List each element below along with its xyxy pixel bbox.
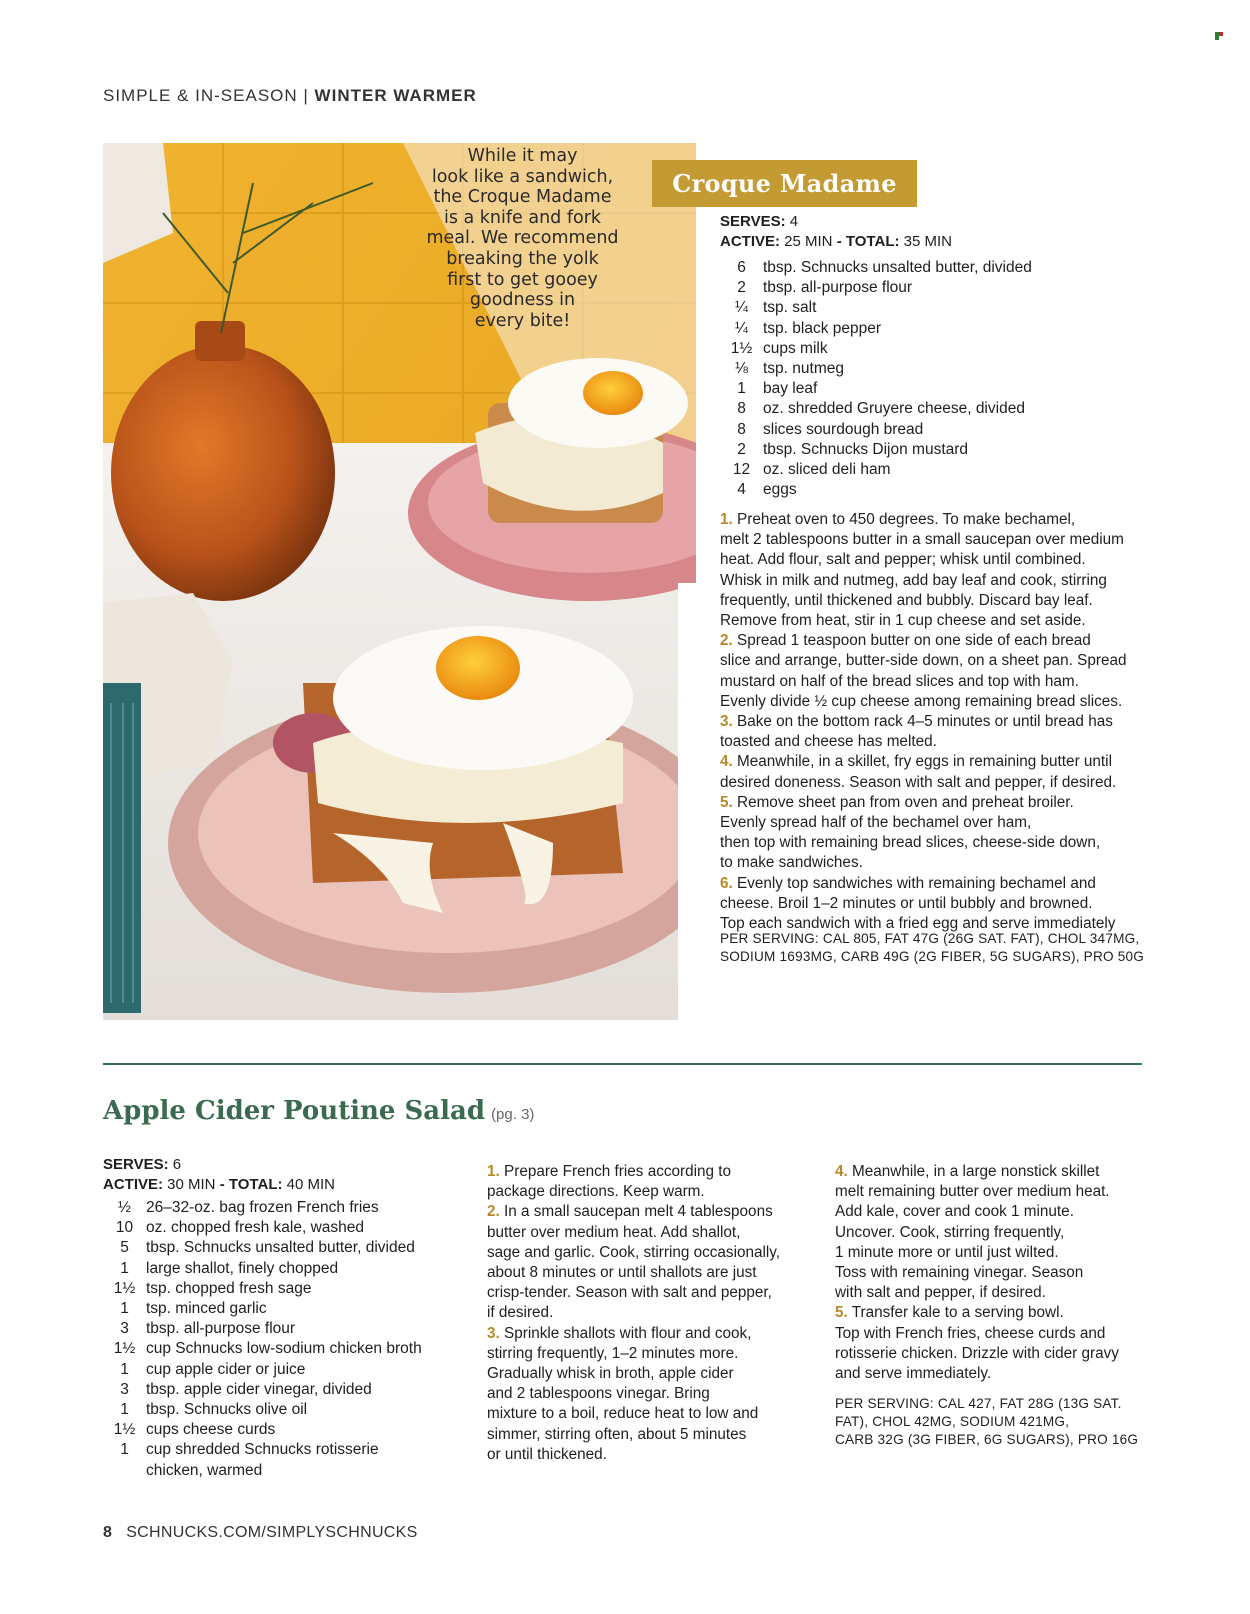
ingredient-row bbox=[103, 1461, 422, 1481]
callout-line: is a knife and fork bbox=[443, 207, 602, 228]
active-label: ACTIVE: bbox=[103, 1176, 163, 1193]
ingredient-row bbox=[720, 399, 1032, 419]
ingredient-quantity: 2 bbox=[737, 279, 746, 297]
croque-steps bbox=[720, 510, 1160, 934]
step-line bbox=[720, 631, 1160, 651]
nutrition-line: PER SERVING: CAL 805, FAT 47G (26G SAT. FAT), CHOL 347MG, bbox=[720, 931, 1140, 946]
step-line bbox=[487, 1263, 817, 1283]
step-text: sage and garlic. Cook, stirring occasionally, bbox=[487, 1243, 781, 1261]
ingredient-text: tsp. nutmeg bbox=[763, 360, 844, 378]
step-text: to make sandwiches. bbox=[720, 854, 863, 872]
step-line bbox=[720, 853, 1160, 873]
ingredient-quantity: 2 bbox=[737, 440, 746, 458]
step-number: 2. bbox=[720, 632, 733, 650]
step-line bbox=[835, 1344, 1165, 1364]
poutine-steps-column-2 bbox=[835, 1162, 1165, 1384]
ingredient-text: tsp. chopped fresh sage bbox=[146, 1279, 312, 1297]
ingredient-quantity: ¼ bbox=[735, 319, 748, 337]
step-line bbox=[487, 1384, 817, 1404]
ingredient-text: tsp. black pepper bbox=[763, 319, 882, 337]
ingredient-quantity: 1 bbox=[120, 1300, 129, 1318]
ingredient-text: 26–32-oz. bag frozen French fries bbox=[146, 1199, 379, 1216]
step-number: 1. bbox=[720, 511, 733, 528]
ingredient-text: oz. sliced deli ham bbox=[763, 461, 891, 479]
step-text: Evenly divide ½ cup cheese among remaining bread slices. bbox=[720, 692, 1123, 710]
croque-meta bbox=[720, 212, 952, 252]
nutrition-line: CARB 32G (3G FIBER, 6G SUGARS), PRO 16G bbox=[835, 1432, 1139, 1447]
ingredient-quantity: ½ bbox=[118, 1199, 131, 1216]
ingredient-row bbox=[103, 1299, 422, 1319]
nutrition-line: SODIUM 1693MG, CARB 49G (2G FIBER, 5G SUGARS), PRO 50G bbox=[720, 949, 1145, 964]
step-text: Meanwhile, in a large nonstick skillet bbox=[852, 1163, 1100, 1180]
ingredient-row bbox=[720, 258, 1032, 278]
ingredient-text: tsp. minced garlic bbox=[146, 1300, 267, 1318]
step-line bbox=[720, 732, 1160, 752]
step-number: 3. bbox=[487, 1324, 500, 1342]
ingredient-text: cups cheese curds bbox=[146, 1421, 276, 1439]
step-line bbox=[720, 591, 1160, 611]
ingredient-text: cup shredded Schnucks rotisserie bbox=[146, 1441, 379, 1459]
ingredient-row bbox=[103, 1279, 422, 1299]
step-line bbox=[487, 1344, 817, 1364]
ingredient-text: tsp. salt bbox=[763, 299, 817, 317]
step-line bbox=[720, 894, 1160, 914]
ingredient-quantity: 10 bbox=[115, 1219, 134, 1237]
ingredient-row bbox=[103, 1420, 422, 1440]
step-line bbox=[487, 1182, 817, 1202]
step-line bbox=[835, 1202, 1165, 1222]
step-number: 5. bbox=[835, 1304, 848, 1322]
ingredient-quantity: 5 bbox=[120, 1239, 129, 1257]
ingredient-quantity: 1½ bbox=[113, 1340, 136, 1358]
time-dash: - bbox=[215, 1176, 229, 1193]
section-label: SIMPLE & IN-SEASON bbox=[103, 86, 298, 105]
step-line bbox=[835, 1303, 1165, 1323]
poutine-title-text: Apple Cider Poutine Salad bbox=[103, 1096, 486, 1126]
ingredient-quantity: 6 bbox=[737, 259, 746, 276]
callout-line: While it may bbox=[467, 146, 578, 166]
step-text: Prepare French fries according to bbox=[504, 1163, 732, 1180]
step-line bbox=[835, 1283, 1165, 1303]
ingredient-text: cup Schnucks low-sodium chicken broth bbox=[146, 1340, 422, 1358]
step-text: frequently, until thickened and bubbly. Discard bay leaf. bbox=[720, 591, 1093, 609]
total-value: 35 MIN bbox=[903, 233, 953, 250]
step-line bbox=[835, 1162, 1165, 1182]
step-number: 5. bbox=[720, 793, 733, 811]
ingredient-quantity: 1 bbox=[120, 1259, 129, 1277]
step-line bbox=[720, 571, 1160, 591]
callout-line: look like a sandwich, bbox=[431, 166, 614, 187]
ingredient-text: tbsp. all-purpose flour bbox=[146, 1320, 296, 1338]
step-line bbox=[487, 1445, 817, 1465]
poutine-meta bbox=[103, 1155, 335, 1195]
page-header bbox=[103, 86, 477, 106]
ingredient-text: cups milk bbox=[763, 339, 828, 357]
step-text: Add kale, cover and cook 1 minute. bbox=[835, 1203, 1074, 1221]
step-text: 1 minute more or until just wilted. bbox=[835, 1243, 1059, 1261]
ingredient-quantity: 8 bbox=[737, 420, 746, 438]
step-number: 6. bbox=[720, 874, 733, 892]
step-text: Evenly top sandwiches with remaining bechamel and bbox=[737, 874, 1096, 892]
ingredient-quantity: ⅛ bbox=[735, 360, 748, 378]
callout-line: first to get gooey bbox=[447, 269, 598, 290]
ingredient-quantity bbox=[103, 1461, 146, 1481]
page-footer bbox=[103, 1524, 418, 1542]
step-line bbox=[487, 1162, 817, 1182]
ingredient-quantity: ¼ bbox=[735, 299, 748, 317]
step-text: Whisk in milk and nutmeg, add bay leaf and cook, stirring bbox=[720, 571, 1107, 589]
ingredient-row bbox=[103, 1440, 422, 1460]
ingredient-quantity: 1½ bbox=[730, 339, 753, 357]
step-text: Meanwhile, in a skillet, fry eggs in remaining butter until bbox=[737, 753, 1112, 771]
step-text: Remove from heat, stir in 1 cup cheese and set aside. bbox=[720, 612, 1086, 630]
step-text: then top with remaining bread slices, cheese-side down, bbox=[720, 834, 1101, 852]
ingredient-text: large shallot, finely chopped bbox=[146, 1259, 339, 1277]
step-line bbox=[835, 1364, 1165, 1384]
ingredient-quantity: 1 bbox=[120, 1360, 129, 1378]
step-text: Gradually whisk in broth, apple cider bbox=[487, 1365, 734, 1383]
step-line bbox=[487, 1283, 817, 1303]
ingredient-row bbox=[103, 1218, 422, 1238]
ingredient-text: cup apple cider or juice bbox=[146, 1360, 306, 1378]
ingredient-quantity: 12 bbox=[732, 461, 751, 479]
callout-line: breaking the yolk bbox=[446, 248, 599, 269]
poutine-nutrition bbox=[835, 1395, 1138, 1449]
serves-value: 6 bbox=[172, 1156, 182, 1173]
step-line bbox=[835, 1223, 1165, 1243]
nutrition-line: FAT), CHOL 42MG, SODIUM 421MG, bbox=[835, 1414, 1070, 1429]
step-line bbox=[835, 1324, 1165, 1344]
step-line bbox=[720, 874, 1160, 894]
ingredient-text: tbsp. Schnucks Dijon mustard bbox=[763, 440, 969, 458]
step-text: Spread 1 teaspoon butter on one side of each bread bbox=[737, 632, 1091, 650]
step-text: and serve immediately. bbox=[835, 1365, 992, 1383]
step-line bbox=[720, 672, 1160, 692]
active-value: 30 MIN bbox=[167, 1176, 216, 1193]
step-line bbox=[835, 1182, 1165, 1202]
ingredient-quantity: 3 bbox=[120, 1380, 129, 1398]
step-line bbox=[487, 1425, 817, 1445]
page-number: 8 bbox=[103, 1524, 113, 1541]
step-line bbox=[720, 550, 1160, 570]
ingredient-text: tbsp. Schnucks unsalted butter, divided bbox=[763, 259, 1032, 276]
step-number: 4. bbox=[720, 753, 733, 771]
step-text: slice and arrange, butter-side down, on a sheet pan. Spread bbox=[720, 652, 1127, 670]
ingredient-row bbox=[720, 440, 1032, 460]
ingredient-row bbox=[720, 278, 1032, 298]
ingredient-row bbox=[103, 1339, 422, 1359]
ingredient-row bbox=[720, 420, 1032, 440]
ingredient-text: slices sourdough bread bbox=[763, 420, 924, 438]
active-value: 25 MIN bbox=[784, 233, 833, 250]
serves-value: 4 bbox=[789, 213, 799, 230]
ingredient-quantity: 1½ bbox=[113, 1421, 136, 1439]
ingredient-text: tbsp. Schnucks unsalted butter, divided bbox=[146, 1239, 415, 1257]
step-text: Evenly spread half of the bechamel over ham, bbox=[720, 814, 1032, 832]
ingredient-text: oz. shredded Gruyere cheese, divided bbox=[763, 400, 1025, 418]
ingredient-row bbox=[103, 1198, 422, 1218]
ingredient-quantity: 4 bbox=[737, 481, 746, 499]
ingredient-text: oz. chopped fresh kale, washed bbox=[146, 1219, 364, 1237]
step-text: melt 2 tablespoons butter in a small saucepan over medium bbox=[720, 531, 1124, 549]
step-line bbox=[720, 752, 1160, 772]
poutine-steps-column-1 bbox=[487, 1162, 817, 1465]
ingredient-text: bay leaf bbox=[763, 380, 818, 398]
ingredient-row bbox=[103, 1360, 422, 1380]
step-text: butter over medium heat. Add shallot, bbox=[487, 1223, 741, 1241]
active-label: ACTIVE: bbox=[720, 233, 780, 250]
ingredient-row bbox=[103, 1259, 422, 1279]
ingredient-row bbox=[720, 339, 1032, 359]
photo-callout bbox=[395, 146, 650, 331]
step-line bbox=[720, 611, 1160, 631]
step-text: heat. Add flour, salt and pepper; whisk until combined. bbox=[720, 551, 1086, 569]
step-number: 1. bbox=[487, 1163, 500, 1180]
step-line bbox=[487, 1223, 817, 1243]
step-line bbox=[720, 510, 1160, 530]
step-line bbox=[487, 1324, 817, 1344]
step-text: Toss with remaining vinegar. Season bbox=[835, 1264, 1084, 1282]
ingredient-row bbox=[720, 460, 1032, 480]
total-label: TOTAL: bbox=[845, 233, 900, 250]
step-line bbox=[487, 1303, 817, 1323]
callout-line: meal. We recommend bbox=[426, 228, 619, 249]
callout-line: the Croque Madame bbox=[433, 187, 612, 208]
callout-line: every bite! bbox=[474, 310, 571, 331]
ingredient-row bbox=[103, 1238, 422, 1258]
step-line bbox=[720, 793, 1160, 813]
step-number: 4. bbox=[835, 1163, 848, 1180]
total-value: 40 MIN bbox=[286, 1176, 336, 1193]
step-line bbox=[720, 712, 1160, 732]
ingredient-text: tbsp. apple cider vinegar, divided bbox=[146, 1380, 372, 1398]
step-text: or until thickened. bbox=[487, 1445, 607, 1463]
step-text: Uncover. Cook, stirring frequently, bbox=[835, 1223, 1065, 1241]
step-text: about 8 minutes or until shallots are just bbox=[487, 1264, 757, 1282]
ingredient-quantity: 1 bbox=[737, 380, 746, 398]
step-line bbox=[720, 773, 1160, 793]
step-text: Top with French fries, cheese curds and bbox=[835, 1324, 1106, 1342]
ingredient-row bbox=[720, 480, 1032, 500]
step-text: Preheat oven to 450 degrees. To make bechamel, bbox=[737, 511, 1076, 528]
ingredient-text: tbsp. all-purpose flour bbox=[763, 279, 913, 297]
step-text: desired doneness. Season with salt and pepper, if desired. bbox=[720, 773, 1117, 791]
step-text: mixture to a boil, reduce heat to low and bbox=[487, 1405, 759, 1423]
step-line bbox=[487, 1202, 817, 1222]
poutine-title bbox=[103, 1096, 534, 1126]
step-line bbox=[487, 1364, 817, 1384]
ingredient-row bbox=[103, 1319, 422, 1339]
step-text: if desired. bbox=[487, 1304, 554, 1322]
ingredient-text: eggs bbox=[763, 481, 797, 499]
step-text: and 2 tablespoons vinegar. Bring bbox=[487, 1385, 710, 1403]
section-title: WINTER WARMER bbox=[314, 86, 477, 105]
ingredient-quantity: 3 bbox=[120, 1320, 129, 1338]
ingredient-row bbox=[103, 1380, 422, 1400]
corner-mark bbox=[1215, 32, 1223, 40]
ingredient-row bbox=[720, 359, 1032, 379]
serves-label: SERVES: bbox=[103, 1156, 169, 1173]
croque-madame-title: Croque Madame bbox=[652, 160, 917, 207]
croque-nutrition bbox=[720, 930, 1144, 966]
ingredient-row bbox=[720, 298, 1032, 318]
step-text: Sprinkle shallots with flour and cook, bbox=[504, 1324, 752, 1342]
step-text: Remove sheet pan from oven and preheat broiler. bbox=[737, 793, 1074, 811]
step-text: crisp-tender. Season with salt and pepper, bbox=[487, 1284, 772, 1302]
ingredient-quantity: 1 bbox=[120, 1401, 129, 1419]
step-line bbox=[487, 1404, 817, 1424]
step-line bbox=[835, 1243, 1165, 1263]
serves-label: SERVES: bbox=[720, 213, 786, 230]
nutrition-line: PER SERVING: CAL 427, FAT 28G (13G SAT. bbox=[835, 1396, 1122, 1411]
step-text: melt remaining butter over medium heat. bbox=[835, 1183, 1110, 1201]
step-text: In a small saucepan melt 4 tablespoons bbox=[504, 1203, 773, 1221]
step-line bbox=[720, 833, 1160, 853]
step-text: Top each sandwich with a fried egg and serve immediately bbox=[720, 915, 1116, 933]
step-line bbox=[720, 530, 1160, 550]
poutine-ingredient-list bbox=[103, 1198, 422, 1481]
ingredient-quantity: 8 bbox=[737, 400, 746, 418]
step-number: 3. bbox=[720, 713, 733, 731]
step-text: toasted and cheese has melted. bbox=[720, 733, 937, 751]
step-line bbox=[720, 651, 1160, 671]
ingredient-quantity: 1½ bbox=[113, 1279, 136, 1297]
page-reference: (pg. 3) bbox=[491, 1106, 535, 1123]
step-line bbox=[835, 1263, 1165, 1283]
step-text: rotisserie chicken. Drizzle with cider gravy bbox=[835, 1344, 1119, 1362]
ingredient-quantity: 1 bbox=[120, 1441, 129, 1459]
time-dash: - bbox=[832, 233, 846, 250]
header-separator: | bbox=[297, 86, 315, 105]
step-text: cheese. Broil 1–2 minutes or until bubbly and browned. bbox=[720, 894, 1093, 912]
step-text: stirring frequently, 1–2 minutes more. bbox=[487, 1344, 739, 1362]
step-text: with salt and pepper, if desired. bbox=[835, 1284, 1046, 1302]
step-line bbox=[720, 813, 1160, 833]
ingredient-text: tbsp. Schnucks olive oil bbox=[146, 1401, 308, 1419]
step-line bbox=[720, 692, 1160, 712]
step-text: mustard on half of the bread slices and top with ham. bbox=[720, 672, 1079, 690]
ingredient-row bbox=[720, 319, 1032, 339]
total-label: TOTAL: bbox=[228, 1176, 283, 1193]
ingredient-text: chicken, warmed bbox=[146, 1461, 263, 1479]
website-url: SCHNUCKS.COM/SIMPLYSCHNUCKS bbox=[126, 1524, 418, 1541]
ingredient-row bbox=[720, 379, 1032, 399]
step-text: Transfer kale to a serving bowl. bbox=[851, 1304, 1064, 1322]
step-number: 2. bbox=[487, 1203, 500, 1221]
step-text: simmer, stirring often, about 5 minutes bbox=[487, 1425, 747, 1443]
section-divider bbox=[103, 1063, 1142, 1065]
callout-line: goodness in bbox=[469, 290, 576, 311]
step-line bbox=[487, 1243, 817, 1263]
step-text: Bake on the bottom rack 4–5 minutes or until bread has bbox=[737, 713, 1113, 731]
ingredient-row bbox=[103, 1400, 422, 1420]
step-text: package directions. Keep warm. bbox=[487, 1183, 705, 1201]
croque-ingredient-list bbox=[720, 258, 1032, 500]
